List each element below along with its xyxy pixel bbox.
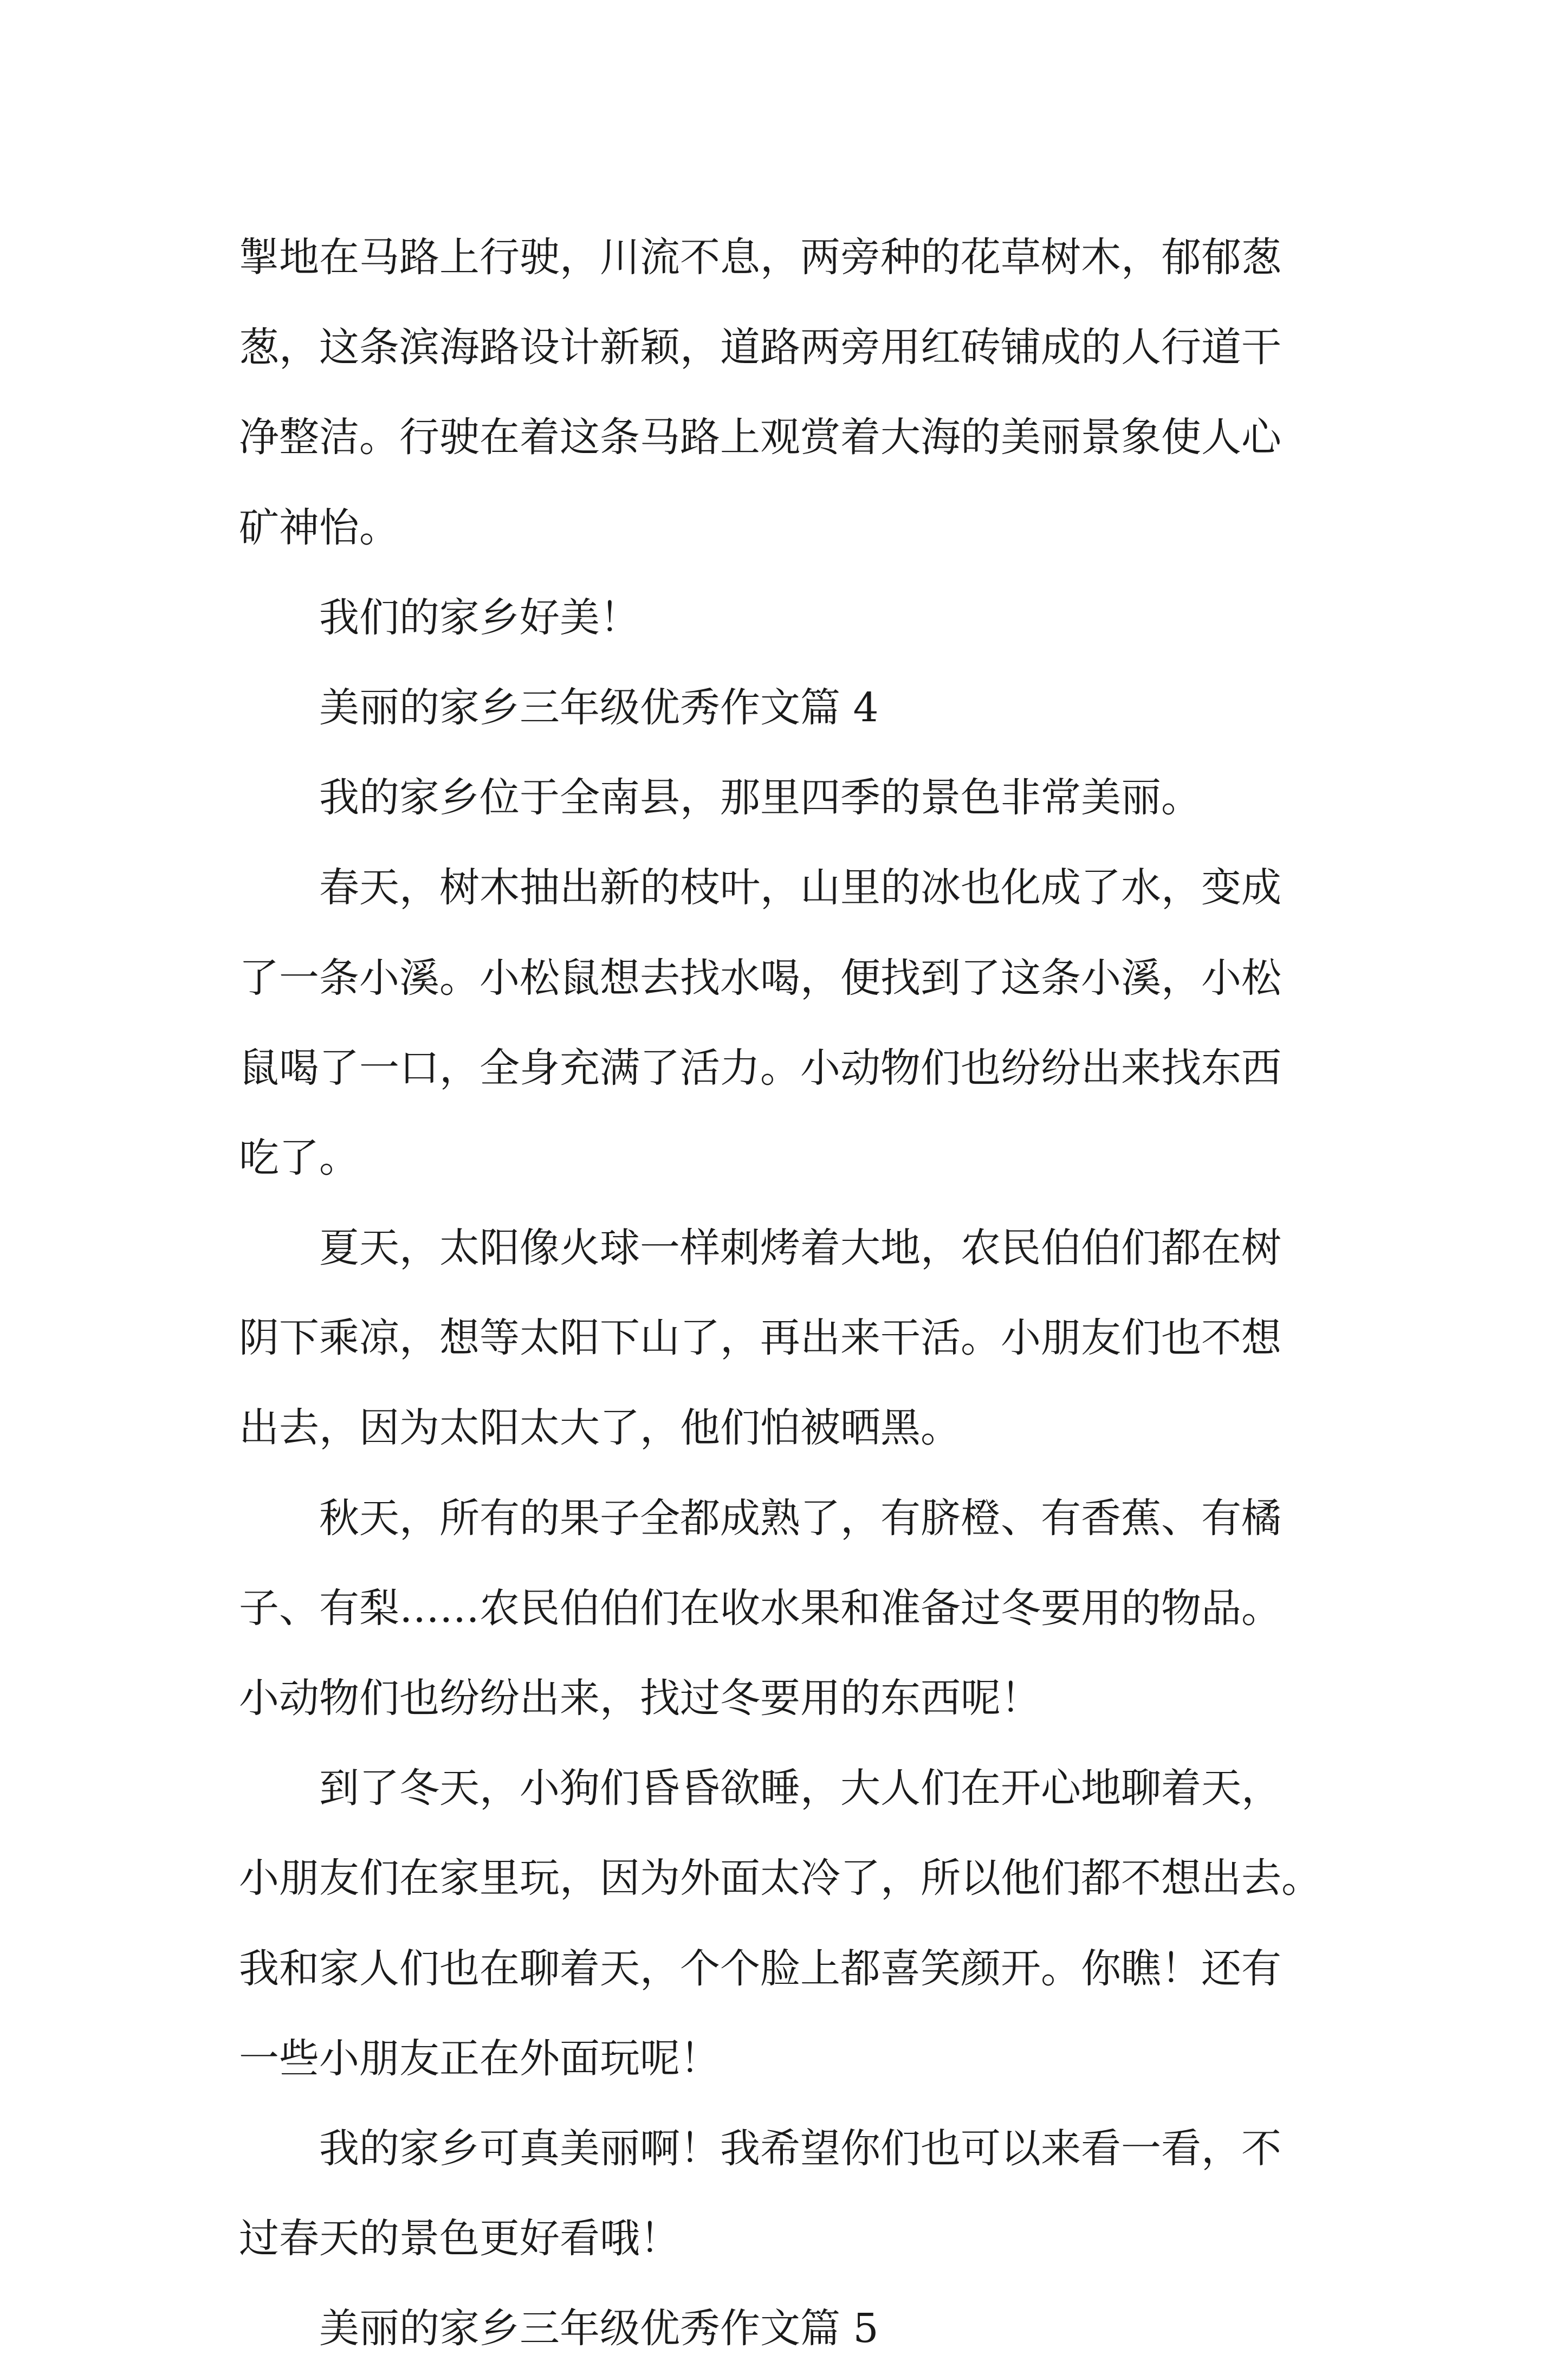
text-line: 一些小朋友正在外面玩呢！ — [239, 2035, 720, 2082]
text-line: 吃了。 — [239, 1134, 359, 1181]
paragraph — [239, 2104, 1344, 2284]
text-line: 美丽的家乡三年级优秀作文篇 5 — [319, 2305, 879, 2352]
text-line: 美丽的家乡三年级优秀作文篇 4 — [319, 684, 879, 731]
text-line: 子、有梨……农民伯伯们在收水果和准备过冬要用的物品。 — [239, 1584, 1281, 1632]
text-line: 掣地在马路上行驶，川流不息，两旁种的花草树木，郁郁葱 — [239, 234, 1281, 281]
text-line: 阴下乘凉，想等太阳下山了，再出来干活。小朋友们也不想 — [239, 1315, 1281, 1362]
text-line: 我们的家乡好美！ — [319, 594, 640, 641]
text-line: 秋天，所有的果子全都成熟了，有脐橙、有香蕉、有橘 — [319, 1495, 1281, 1542]
paragraph — [239, 2284, 1344, 2373]
text-line: 鼠喝了一口，全身充满了活力。小动物们也纷纷出来找东西 — [239, 1044, 1281, 1091]
paragraph — [239, 212, 1344, 573]
paragraph — [239, 753, 1344, 843]
document-body — [239, 212, 1344, 2374]
text-line: 我的家乡可真美丽啊！我希望你们也可以来看一看，不 — [319, 2125, 1281, 2172]
text-line: 春天，树木抽出新的枝叶，山里的冰也化成了水，变成 — [319, 864, 1281, 911]
paragraph — [239, 573, 1344, 663]
text-line: 出去，因为太阳太大了，他们怕被晒黑。 — [239, 1405, 961, 1452]
paragraph — [239, 843, 1344, 1203]
paragraph — [239, 1203, 1344, 1473]
paragraph — [239, 1743, 1344, 2104]
text-line: 小动物们也纷纷出来，找过冬要用的东西呢！ — [239, 1675, 1041, 1722]
text-line: 夏天，太阳像火球一样刺烤着大地，农民伯伯们都在树 — [319, 1225, 1281, 1272]
text-line: 我和家人们也在聊着天，个个脸上都喜笑颜开。你瞧！还有 — [239, 1945, 1281, 1992]
text-line: 净整洁。行驶在着这条马路上观赏着大海的美丽景象使人心 — [239, 414, 1281, 461]
text-line: 过春天的景色更好看哦！ — [239, 2215, 680, 2262]
text-line: 矿神怡。 — [239, 504, 399, 551]
paragraph — [239, 1473, 1344, 1744]
text-line: 我的家乡位于全南县，那里四季的景色非常美丽。 — [319, 774, 1201, 821]
text-line: 了一条小溪。小松鼠想去找水喝，便找到了这条小溪，小松 — [239, 954, 1281, 1001]
text-line: 葱，这条滨海路设计新颖，道路两旁用红砖铺成的人行道干 — [239, 324, 1281, 371]
text-line: 小朋友们在家里玩，因为外面太冷了，所以他们都不想出去。 — [239, 1855, 1321, 1902]
text-line: 到了冬天，小狗们昏昏欲睡，大人们在开心地聊着天， — [319, 1765, 1281, 1812]
paragraph — [239, 663, 1344, 753]
